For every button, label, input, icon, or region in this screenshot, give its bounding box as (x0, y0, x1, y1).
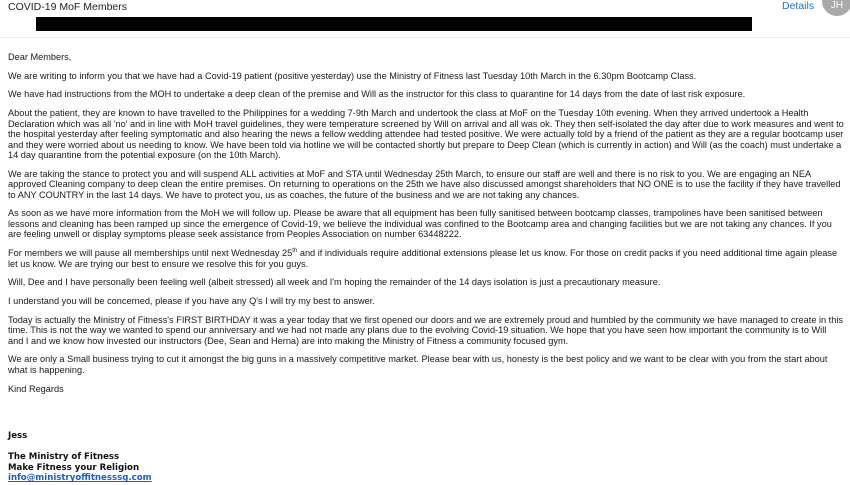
paragraph-8: I understand you will be concerned, please if you have any Q's I will try my best to answer. (8, 296, 375, 306)
paragraph-4: We are taking the stance to protect you and will suspend ALL activities at MoF and STA until Wednesday 25th March, to ensure our staff are well and there is no risk to you. We are engaging an NEA approved Cleaning company to deep clean the entire premises. On returning to operations on the 25th we have also discussed amongst shareholders that NO ONE is to use the facility if they have travelled to ANY COUNTRY in the last 14 days. We have to protect you, us as coaches, the future of the business and we are not taking any chances. (8, 168, 841, 200)
paragraph-10: We are only a Small business trying to cut it amongst the big guns in a massively competitive market. Please bear with us, honesty is the best policy and we want to be clear with you from the start about what is happening. (8, 354, 828, 375)
email-body (8, 52, 844, 402)
signature-block (8, 431, 308, 484)
email-subject: COVID-19 MoF Members (8, 1, 128, 13)
signature-name: Jess (8, 431, 28, 441)
header-divider (0, 37, 850, 38)
paragraph-9: Today is actually the Ministry of Fitness's FIRST BIRTHDAY it was a year today that we first opened our doors and we are extremely proud and humbled by the community we have managed to create in this time. This is not the way we wanted to spend our anniversary and we had not made any plans due to the evolving Covid-19 situation. We hope that you have seen how important the community is to Will and I and we know how invested our instructors (Dee, Sean and Herna) are into making the Ministry of Fitness a community focused gym. (8, 314, 843, 346)
paragraph-7: Will, Dee and I have personally been feeling well (albeit stressed) all week and I'm hoping the remainder of the 14 days isolation is just a precautionary measure. (8, 277, 661, 288)
paragraph-1: We are writing to inform you that we have had a Covid-19 patient (positive yesterday) use the Ministry of Fitness last Tuesday 10th March in the 6.30pm Bootcamp Class. (8, 70, 697, 81)
details-link[interactable]: Details (782, 0, 815, 12)
signature-email-link[interactable]: info@ministryoffitnesssg.com (8, 473, 152, 484)
paragraph-6-end: and if individuals require additional extensions please let us know. For those on credit packs if you need additional time again please let us know. We are trying our best to ensure we resolve this for you guys. (8, 248, 838, 269)
signature-company: The Ministry of Fitness (8, 451, 120, 462)
closing: Kind Regards (8, 383, 64, 394)
signature-tagline: Make Fitness your Religion (8, 462, 140, 473)
redacted-recipients-bar (36, 17, 752, 31)
ordinal-suffix: th (292, 248, 298, 255)
paragraph-6-start: For members we will pause all memberships until next Wednesday 25 (8, 248, 293, 259)
greeting: Dear Members, (8, 52, 72, 62)
paragraph-5: As soon as we have more information from the MoH we will follow up. Please be aware that all equipment has been fully sanitised between bootcamp classes, trampolines have been sanitised between lessons and cleaning has been ramped up since the emergence of Covid-19, we believe the individual was confined to the Bootcamp area and changing facilities but we are not taking any chances. If you are feeling unwell or display symptoms please seek assistance from Peoples Association on number 63448222. (8, 208, 832, 240)
email-header (0, 0, 850, 18)
paragraph-6 (8, 248, 844, 269)
paragraph-2: We have had instructions from the MOH to undertake a deep clean of the premise and Will as the instructor for this class to quarantine for 14 days from the date of last risk exposure. (8, 89, 746, 100)
sender-avatar[interactable]: JH (822, 0, 850, 16)
paragraph-3: About the patient, they are known to have travelled to the Philippines for a wedding 7-9th March and undertook the class at MoF on the Tuesday 10th evening. When they arrived undertook a Health Declaration which was all 'no' and in line with MoH travel guidelines, they were temperature screened by Will on arrival and all was ok. They then self-isolated the day after due to work measures and went to the hospital yesterday after feeling symptomatic and also hearing the news a fellow wedding attendee had tested positive. We were actually told by a friend of the patient as they are a regular bootcamp user and they were worried about us needing to know. We have been told via hotline we will be contacted shortly but prepare to Deep Clean (which is currently in action) and Will (as the coach) must undertake a 14 day quarantine from the potential exposure (on the 10th March). (8, 108, 844, 161)
